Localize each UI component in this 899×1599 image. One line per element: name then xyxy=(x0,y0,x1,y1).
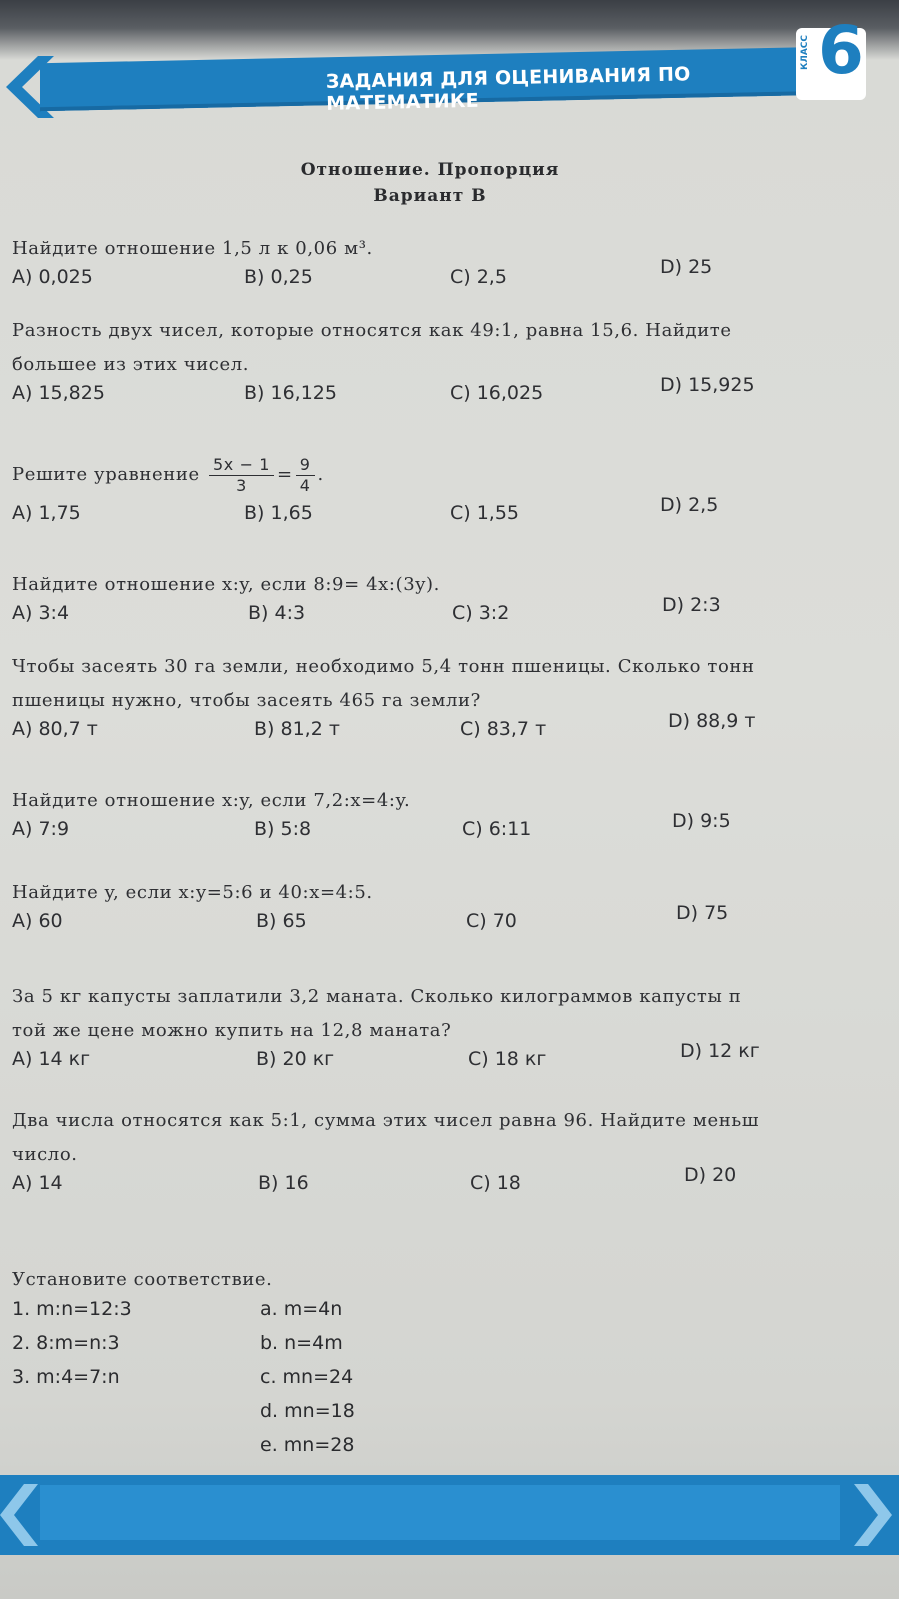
question-text: Найдите отношение x:y, если 7,2:x=4:y. xyxy=(12,790,411,811)
equation-prefix: Решите уравнение xyxy=(12,464,200,485)
fraction-numerator: 9 xyxy=(296,455,315,476)
question-text: большее из этих чисел. xyxy=(12,354,250,375)
variant-title: Вариант В xyxy=(373,186,487,206)
answer-a: A) 15,825 xyxy=(12,382,105,404)
question-text: За 5 кг капусты заплатили 3,2 маната. Сколько килограммов капусты п xyxy=(12,986,742,1007)
header-title: ЗАДАНИЯ ДЛЯ ОЦЕНИВАНИЯ ПО МАТЕМАТИКЕ xyxy=(325,63,691,115)
question-text: число. xyxy=(12,1144,78,1165)
answer-c: C) 70 xyxy=(466,910,517,932)
fraction-numerator: 5x − 1 xyxy=(209,455,274,476)
matching-row xyxy=(12,1400,892,1434)
matching-left-item: 3. m:4=7:n xyxy=(12,1366,120,1388)
matching-row xyxy=(12,1298,892,1332)
answer-b: B) 4:3 xyxy=(248,602,306,624)
question-text: Найдите отношение x:y, если 8:9= 4x:(3y). xyxy=(12,574,440,595)
question-3 xyxy=(12,452,892,532)
answer-row xyxy=(12,1164,892,1202)
question-8 xyxy=(12,980,892,1078)
answer-row xyxy=(12,494,892,532)
question-2 xyxy=(12,314,892,412)
answer-d: D) 12 кг xyxy=(680,1040,760,1062)
question-text: той же цене можно купить на 12,8 маната? xyxy=(12,1020,452,1041)
answer-row xyxy=(12,256,892,296)
footer-band-inner xyxy=(40,1485,840,1540)
matching-right-item: a. m=4n xyxy=(260,1298,343,1320)
answer-d: D) 88,9 т xyxy=(668,710,756,732)
matching-row xyxy=(12,1332,892,1366)
page-title: Отношение. Пропорция xyxy=(300,160,560,180)
matching-title: Установите соответствие. xyxy=(12,1269,273,1290)
question-text: Найдите y, если x:y=5:6 и 40:x=4:5. xyxy=(12,882,373,903)
matching-row xyxy=(12,1434,892,1468)
answer-c: C) 18 xyxy=(470,1172,521,1194)
matching-right-item: e. mn=28 xyxy=(260,1434,355,1456)
answer-b: B) 20 кг xyxy=(256,1048,335,1070)
grade-number: 6 xyxy=(818,12,864,89)
answer-a: A) 60 xyxy=(12,910,63,932)
answer-a: A) 1,75 xyxy=(12,502,81,524)
chevron-left-icon xyxy=(0,1482,40,1548)
question-1 xyxy=(12,232,892,296)
matching-right-item: d. mn=18 xyxy=(260,1400,355,1422)
question-text: Два числа относятся как 5:1, сумма этих чисел равна 96. Найдите меньш xyxy=(12,1110,760,1131)
answer-c: C) 18 кг xyxy=(468,1048,547,1070)
fraction-denominator: 4 xyxy=(299,475,311,495)
question-text: Чтобы засеять 30 га земли, необходимо 5,4 тонн пшеницы. Сколько тонн xyxy=(12,656,755,677)
chevron-right-icon xyxy=(852,1482,892,1548)
answer-c: C) 1,55 xyxy=(450,502,520,524)
question-text: пшеницы нужно, чтобы засеять 465 га земли? xyxy=(12,690,481,711)
answer-a: A) 7:9 xyxy=(12,818,70,840)
answer-b: B) 16,125 xyxy=(244,382,337,404)
answer-d: D) 75 xyxy=(676,902,729,924)
answer-c: C) 16,025 xyxy=(450,382,544,404)
answer-d: D) 2,5 xyxy=(660,494,719,516)
answer-row xyxy=(12,810,892,848)
grade-label: КЛАСС xyxy=(800,34,810,70)
answer-d: D) 2:3 xyxy=(662,594,721,616)
answer-d: D) 9:5 xyxy=(672,810,731,832)
fraction-right xyxy=(296,455,315,496)
question-text: Разность двух чисел, которые относятся как 49:1, равна 15,6. Найдите xyxy=(12,320,732,341)
equals-sign: = xyxy=(277,464,293,485)
matching-right-item: b. n=4m xyxy=(260,1332,343,1354)
answer-row xyxy=(12,374,892,412)
matching-right-item: c. mn=24 xyxy=(260,1366,354,1388)
answer-a: A) 3:4 xyxy=(12,602,70,624)
answer-d: D) 15,925 xyxy=(660,374,755,396)
answer-b: B) 16 xyxy=(258,1172,309,1194)
question-4 xyxy=(12,568,892,632)
question-text xyxy=(12,452,892,498)
question-9 xyxy=(12,1104,892,1202)
answer-c: C) 6:11 xyxy=(462,818,532,840)
answer-a: A) 0,025 xyxy=(12,266,93,288)
equation-suffix: . xyxy=(317,464,324,485)
answer-c: C) 83,7 т xyxy=(460,718,547,740)
answer-d: D) 25 xyxy=(660,256,713,278)
fraction-left xyxy=(209,455,274,496)
answer-b: B) 0,25 xyxy=(244,266,313,288)
answer-row xyxy=(12,594,892,632)
matching-left-item: 1. m:n=12:3 xyxy=(12,1298,132,1320)
answer-b: B) 65 xyxy=(256,910,307,932)
answer-c: C) 2,5 xyxy=(450,266,507,288)
question-text: Найдите отношение 1,5 л к 0,06 м³. xyxy=(12,238,373,259)
answer-a: A) 14 xyxy=(12,1172,63,1194)
question-7 xyxy=(12,876,892,940)
answer-c: C) 3:2 xyxy=(452,602,510,624)
answer-a: A) 80,7 т xyxy=(12,718,98,740)
answer-b: B) 1,65 xyxy=(244,502,313,524)
question-5 xyxy=(12,650,892,748)
matching-task xyxy=(12,1262,892,1468)
answer-b: B) 5:8 xyxy=(254,818,312,840)
fraction-denominator: 3 xyxy=(236,475,247,495)
matching-left-item: 2. 8:m=n:3 xyxy=(12,1332,120,1354)
answer-b: B) 81,2 т xyxy=(254,718,340,740)
answer-d: D) 20 xyxy=(684,1164,737,1186)
answer-row xyxy=(12,710,892,748)
answer-a: A) 14 кг xyxy=(12,1048,91,1070)
question-6 xyxy=(12,784,892,848)
answer-row xyxy=(12,1040,892,1078)
answer-row xyxy=(12,902,892,940)
matching-row xyxy=(12,1366,892,1400)
